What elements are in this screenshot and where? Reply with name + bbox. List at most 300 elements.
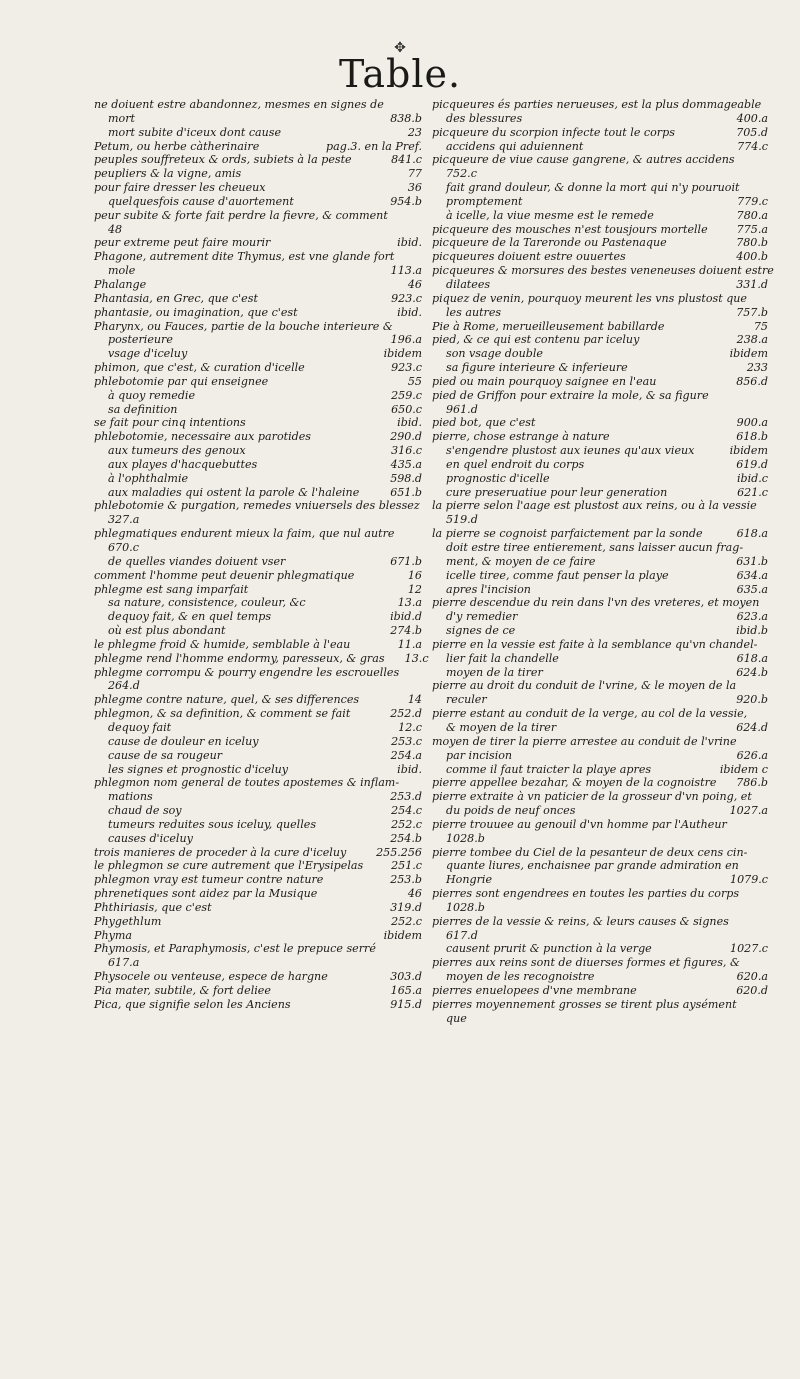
entry-text: Physocele ou venteuse, espece de hargne <box>94 970 328 984</box>
index-entry <box>94 403 422 417</box>
index-entry <box>432 389 768 403</box>
index-entry <box>432 929 768 943</box>
entry-text: pied de Griffon pour extraire la mole, & sa figure <box>432 388 709 402</box>
entry-page-ref: 631.b <box>736 554 768 568</box>
index-entry <box>432 541 768 555</box>
page-title: Table. <box>338 52 462 96</box>
right-column <box>432 98 774 1026</box>
index-entry <box>94 416 422 430</box>
entry-text: à icelle, la viue mesme est le remede <box>446 208 654 222</box>
entry-text: des blessures <box>446 111 523 125</box>
entry-page-ref: 621.c <box>737 485 768 499</box>
entry-text: prognostic d'icelle <box>446 471 550 485</box>
entry-page-ref: 319.d <box>390 900 422 914</box>
entry-text: causes d'iceluy <box>108 831 193 845</box>
entry-page-ref: 1079.c <box>730 873 768 887</box>
index-entry <box>94 679 422 693</box>
entry-text: aux playes d'hacquebuttes <box>108 457 258 471</box>
index-entry <box>432 638 768 652</box>
index-entry <box>94 583 422 597</box>
index-entry <box>432 1012 768 1026</box>
index-entry <box>94 596 422 610</box>
index-entry <box>94 790 422 804</box>
entry-page-ref: 757.b <box>736 305 768 319</box>
entry-page-ref: 856.d <box>736 374 768 388</box>
entry-text: Phantasia, en Grec, que c'est <box>94 291 258 305</box>
left-column <box>94 98 429 1012</box>
entry-text: se fait pour cinq intentions <box>94 416 246 430</box>
entry-page-ref: 618.b <box>736 430 768 444</box>
entry-page-ref: 77 <box>407 167 422 181</box>
index-entry <box>94 832 422 846</box>
entry-page-ref: 251.c <box>391 859 422 873</box>
entry-text: mole <box>108 264 136 278</box>
entry-page-ref: 254.b <box>390 831 422 845</box>
index-entry <box>94 804 422 818</box>
index-entry <box>94 942 422 956</box>
entry-text: pierre descendue du rein dans l'vn des vreteres, et moyen <box>432 596 760 610</box>
index-entry <box>94 499 422 513</box>
entry-text: lier fait la chandelle <box>446 651 559 665</box>
entry-text: posterieure <box>108 333 173 347</box>
entry-text: le phlegme froid & humide, semblable à l'eau <box>94 637 351 651</box>
index-entry <box>94 278 422 292</box>
entry-text: phimon, que c'est, & curation d'icelle <box>94 361 305 375</box>
index-entry <box>432 555 768 569</box>
entry-page-ref: 196.a <box>390 333 422 347</box>
index-entry <box>432 140 768 154</box>
entry-page-ref: ibidem c <box>719 762 768 776</box>
index-entry <box>432 112 768 126</box>
entry-text: fait grand douleur, & donne la mort qui n'y pouruoit <box>446 181 740 195</box>
entry-text: pierre extraite à vn paticier de la grosseur d'vn poing, et <box>432 790 752 804</box>
entry-text: pierre tombee du Ciel de la pesanteur de deux cens cin- <box>432 845 748 859</box>
entry-page-ref: 11.a <box>397 637 422 651</box>
entry-text: chaud de soy <box>108 804 182 818</box>
entry-page-ref: 620.d <box>736 984 768 997</box>
index-entry <box>432 444 768 458</box>
index-entry <box>432 236 768 250</box>
entry-text: pierres aux reins sont de diuerses formes et figures, & <box>432 956 740 970</box>
index-entry <box>432 873 768 887</box>
entry-text: Pia mater, subtile, & fort deliee <box>94 984 271 997</box>
entry-text: 48 <box>108 222 123 236</box>
entry-text: pierres sont engendrees en toutes les parties du corps <box>432 887 740 901</box>
index-entry <box>432 596 768 610</box>
index-entry <box>432 832 768 846</box>
index-entry <box>432 901 768 915</box>
entry-text: à quoy remedie <box>108 388 196 402</box>
index-entry <box>94 749 422 763</box>
index-entry <box>94 651 429 666</box>
index-entry <box>94 361 422 375</box>
entry-page-ref: 400.a <box>736 111 768 125</box>
entry-text: phrenetiques sont aidez par la Musique <box>94 887 318 901</box>
entry-page-ref: 618.a <box>736 527 768 541</box>
entry-text: 670.c <box>108 541 139 554</box>
entry-text: cure preseruatiue pour leur generation <box>446 485 668 499</box>
index-entry <box>94 236 422 250</box>
index-entry <box>432 320 768 334</box>
entry-page-ref: 619.d <box>736 457 768 471</box>
entry-text: pierre au droit du conduit de l'vrine, & le moyen de la <box>432 679 737 693</box>
entry-text: phlegme est sang imparfait <box>94 582 249 596</box>
entry-text: apres l'incision <box>446 582 531 596</box>
entry-text: que <box>446 1011 467 1025</box>
index-entry <box>94 763 422 777</box>
entry-text: en quel endroit du corps <box>446 457 585 471</box>
entry-text: 617.d <box>446 928 478 942</box>
entry-page-ref: 623.a <box>736 610 768 624</box>
entry-text: pierre estant au conduit de la verge, au col de la vessie, <box>432 707 748 721</box>
index-entry <box>94 140 422 154</box>
entry-text: ment, & moyen de ce faire <box>446 554 596 568</box>
index-entry <box>432 126 768 140</box>
entry-text: aux maladies qui ostent la parole & l'haleine <box>108 485 360 499</box>
index-entry <box>432 693 768 707</box>
entry-text: son vsage double <box>446 347 543 361</box>
index-entry <box>432 818 768 832</box>
index-entry <box>432 181 768 195</box>
index-entry <box>432 970 768 984</box>
index-entry <box>94 472 422 486</box>
entry-page-ref: ibid.b <box>736 624 768 638</box>
entry-text: Pharynx, ou Fauces, partie de la bouche interieure & <box>94 319 393 333</box>
entry-page-ref: 624.b <box>736 665 768 679</box>
entry-text: sa definition <box>108 402 178 416</box>
index-entry <box>94 610 422 624</box>
index-entry <box>94 721 422 735</box>
entry-page-ref: 1027.c <box>730 942 768 956</box>
entry-page-ref: 259.c <box>391 388 422 402</box>
entry-page-ref: 252.c <box>391 914 422 928</box>
entry-text: promptement <box>446 194 523 208</box>
entry-page-ref: 253.d <box>390 790 422 804</box>
entry-page-ref: ibid. <box>397 305 422 319</box>
index-entry <box>432 264 774 278</box>
entry-page-ref: 635.a <box>736 582 768 596</box>
entry-page-ref: 233 <box>746 361 768 375</box>
index-entry <box>94 901 422 915</box>
entry-text: s'engendre plustost aux ieunes qu'aux vieux <box>446 444 695 458</box>
entry-page-ref: 253.c <box>391 734 422 748</box>
entry-text: trois manieres de proceder à la cure d'iceluy <box>94 845 347 859</box>
index-entry <box>432 915 768 929</box>
entry-text: peur extreme peut faire mourir <box>94 236 271 250</box>
entry-page-ref: 598.d <box>390 471 422 485</box>
index-entry <box>432 527 768 541</box>
index-entry <box>94 458 422 472</box>
entry-text: cause de sa rougeur <box>108 748 223 762</box>
entry-page-ref: 435.a <box>390 457 422 471</box>
entry-text: Phyma <box>94 928 133 942</box>
index-entry <box>94 389 422 403</box>
entry-text: pierre en la vessie est faite à la semblance qu'vn chandel- <box>432 637 758 651</box>
index-entry <box>432 942 768 956</box>
entry-page-ref: 786.b <box>736 776 768 790</box>
index-entry <box>432 347 768 361</box>
index-entry <box>94 666 422 680</box>
entry-text: piquez de venin, pourquoy meurent les vns plustost que <box>432 291 748 305</box>
entry-text: sa nature, consistence, couleur, &c <box>108 596 306 610</box>
index-entry <box>94 513 422 527</box>
index-entry <box>432 887 768 901</box>
index-entry <box>94 970 422 984</box>
entry-page-ref: 900.a <box>736 416 768 430</box>
index-entry <box>432 804 768 818</box>
index-entry <box>432 361 768 375</box>
index-entry <box>94 195 422 209</box>
entry-text: signes de ce <box>446 624 516 638</box>
entry-page-ref: 75 <box>753 319 768 333</box>
index-entry <box>432 472 768 486</box>
index-entry <box>94 264 422 278</box>
entry-page-ref: 255.256 <box>376 845 422 859</box>
entry-text: 617.a <box>108 956 140 970</box>
index-entry <box>94 126 422 140</box>
index-entry <box>432 486 768 500</box>
index-entry <box>94 347 422 361</box>
entry-text: pied, & ce qui est contenu par iceluy <box>432 333 640 347</box>
entry-page-ref: 920.b <box>736 693 768 707</box>
entry-text: du poids de neuf onces <box>446 804 576 818</box>
index-entry <box>94 638 422 652</box>
index-entry <box>94 333 422 347</box>
entry-text: comment l'homme peut deuenir phlegmatique <box>94 568 355 582</box>
entry-page-ref: 252.c <box>391 817 422 831</box>
entry-page-ref: 252.d <box>390 707 422 721</box>
entry-text: pied bot, que c'est <box>432 416 536 430</box>
entry-text: phlegme rend l'homme endormy, paresseux, & gras <box>94 651 385 665</box>
entry-page-ref: 12.c <box>398 720 422 734</box>
entry-text: peuples souffreteux & ords, subiets à la peste <box>94 153 352 167</box>
index-entry <box>432 721 768 735</box>
index-entry <box>432 859 768 873</box>
entry-page-ref: 290.d <box>390 430 422 444</box>
index-entry <box>432 403 768 417</box>
index-entry <box>432 375 768 389</box>
entry-text: moyen de les recognoistre <box>446 970 595 984</box>
entry-text: peur subite & forte fait perdre la fievre, & comment <box>94 208 388 222</box>
entry-page-ref: ibid.d <box>390 610 422 624</box>
entry-text: aux tumeurs des genoux <box>108 444 246 458</box>
entry-page-ref: 331.d <box>736 277 768 291</box>
entry-page-ref: 618.a <box>736 651 768 665</box>
index-entry <box>94 292 422 306</box>
entry-page-ref: 13.a <box>397 596 422 610</box>
entry-page-ref: 12 <box>407 582 422 596</box>
index-entry <box>94 486 422 500</box>
index-entry <box>432 278 768 292</box>
index-entry <box>432 513 768 527</box>
entry-page-ref: 238.a <box>736 333 768 347</box>
index-entry <box>94 929 422 943</box>
entry-text: à l'ophthalmie <box>108 471 189 485</box>
entry-text: pierre, chose estrange à nature <box>432 430 610 444</box>
entry-text: pierres de la vessie & reins, & leurs causes & signes <box>432 914 729 928</box>
entry-text: mort subite d'iceux dont cause <box>108 125 282 139</box>
entry-page-ref: ibidem <box>383 347 422 361</box>
index-entry <box>432 250 768 264</box>
index-entry <box>94 915 422 929</box>
entry-text: 1028.b <box>446 900 485 914</box>
entry-text: quelquesfois cause d'auortement <box>108 194 294 208</box>
entry-text: Pica, que signifie selon les Anciens <box>94 997 291 1011</box>
entry-page-ref: 626.a <box>736 748 768 762</box>
entry-page-ref: 671.b <box>390 554 422 568</box>
entry-text: picqueure du scorpion infecte tout le corps <box>432 125 675 139</box>
index-entry <box>432 666 768 680</box>
entry-page-ref: 23 <box>407 125 422 139</box>
index-entry <box>432 846 768 860</box>
entry-text: de quelles viandes doiuent vser <box>108 554 286 568</box>
entry-text: Phagone, autrement dite Thymus, est vne glande fort <box>94 250 395 264</box>
entry-page-ref: 624.d <box>736 720 768 734</box>
entry-text: par incision <box>446 748 513 762</box>
index-entry <box>432 153 768 167</box>
entry-text: picqueure de la Tareronde ou Pastenaque <box>432 236 667 250</box>
entry-text: comme il faut traicter la playe apres <box>446 762 652 776</box>
entry-text: pied ou main pourquoy saignee en l'eau <box>432 374 657 388</box>
entry-text: Phthiriasis, que c'est <box>94 900 212 914</box>
index-entry <box>94 735 422 749</box>
entry-text: phlebotomie, necessaire aux parotides <box>94 430 311 444</box>
entry-text: Hongrie <box>446 873 493 887</box>
index-entry <box>94 956 422 970</box>
entry-page-ref: ibidem <box>729 444 768 458</box>
entry-text: Phygethlum <box>94 914 162 928</box>
entry-page-ref: 46 <box>407 277 422 291</box>
entry-text: 752.c <box>446 167 477 181</box>
entry-page-ref: 316.c <box>391 444 422 458</box>
entry-page-ref: ibid.c <box>736 471 768 485</box>
entry-text: Petum, ou herbe càtherinaire <box>94 139 260 153</box>
entry-page-ref: 13.c <box>404 651 429 665</box>
entry-text: reculer <box>446 693 487 707</box>
entry-text: phlegmon vray est tumeur contre nature <box>94 873 324 887</box>
entry-page-ref: 14 <box>407 693 422 707</box>
entry-text: peupliers & la vigne, amis <box>94 167 242 181</box>
index-entry <box>432 749 768 763</box>
entry-page-ref: 705.d <box>736 125 768 139</box>
entry-text: phlebotomie par qui enseignee <box>94 374 269 388</box>
entry-page-ref: 774.c <box>737 139 768 153</box>
entry-text: accidens qui aduiennent <box>446 139 584 153</box>
index-entry <box>94 998 422 1012</box>
index-entry <box>94 569 422 583</box>
index-entry <box>94 375 422 389</box>
entry-page-ref: 254.c <box>391 804 422 818</box>
entry-text: quante liures, enchaisnee par grande admiration en <box>446 859 739 873</box>
index-entry <box>94 153 422 167</box>
index-entry <box>94 98 422 112</box>
index-entry <box>432 292 768 306</box>
entry-text: tumeurs reduites sous iceluy, quelles <box>108 817 317 831</box>
entry-page-ref: 253.b <box>390 873 422 887</box>
index-entry <box>432 998 768 1012</box>
index-entry <box>94 306 422 320</box>
index-entry <box>94 887 422 901</box>
entry-text: picqueures doiuent estre ouuertes <box>432 250 626 264</box>
entry-text: picqueures és parties nerueuses, est la plus dommageable <box>432 98 762 111</box>
entry-text: phlegmon, & sa definition, & comment se fait <box>94 707 351 721</box>
entry-text: pierres enuelopees d'vne membrane <box>432 984 637 997</box>
entry-text: picqueure des mousches n'est tousjours mortelle <box>432 222 708 236</box>
entry-text: phlegme corrompu & pourry engendre les escrouelles <box>94 665 400 679</box>
entry-page-ref: 954.b <box>390 194 422 208</box>
index-entry <box>432 763 768 777</box>
entry-text: pour faire dresser les cheueux <box>94 181 266 195</box>
entry-text: causent prurit & punction à la verge <box>446 942 652 956</box>
entry-text: le phlegmon se cure autrement que l'Erysipelas <box>94 859 364 873</box>
entry-page-ref: ibid. <box>397 236 422 250</box>
entry-text: ne doiuent estre abandonnez, mesmes en signes de <box>94 98 384 111</box>
index-entry <box>432 583 768 597</box>
index-entry <box>94 209 422 223</box>
index-entry <box>94 846 422 860</box>
entry-text: la pierre se cognoist parfaictement par la sonde <box>432 527 703 541</box>
entry-page-ref: 254.a <box>390 748 422 762</box>
index-entry <box>94 707 422 721</box>
index-entry <box>432 956 768 970</box>
entry-text: d'y remedier <box>446 610 518 624</box>
entry-page-ref: 274.b <box>390 624 422 638</box>
index-entry <box>432 98 768 112</box>
entry-text: pierres moyennement grosses se tirent plus aysément <box>432 997 737 1011</box>
entry-text: picqueures & morsures des bestes veneneuses doiuent estre <box>432 264 774 278</box>
index-entry <box>432 790 768 804</box>
index-entry <box>94 818 422 832</box>
index-entry <box>94 624 422 638</box>
entry-text: mations <box>108 790 153 804</box>
entry-text: 264.d <box>108 679 140 693</box>
entry-text: cause de douleur en iceluy <box>108 734 259 748</box>
entry-text: Phalange <box>94 277 147 291</box>
entry-text: dequoy fait <box>108 720 172 734</box>
index-entry <box>94 541 422 555</box>
entry-page-ref: 46 <box>407 887 422 901</box>
index-entry <box>94 112 422 126</box>
index-entry <box>432 195 768 209</box>
entry-page-ref: 841.c <box>391 153 422 167</box>
entry-text: Phymosis, et Paraphymosis, c'est le prepuce serré <box>94 942 376 956</box>
index-entry <box>94 776 422 790</box>
entry-page-ref: 651.b <box>390 485 422 499</box>
index-entry <box>94 167 422 181</box>
index-entry <box>94 250 422 264</box>
entry-page-ref: 16 <box>407 568 422 582</box>
entry-text: 961.d <box>446 402 478 416</box>
entry-page-ref: ibidem <box>729 347 768 361</box>
entry-page-ref: ibid. <box>397 416 422 430</box>
index-entry <box>94 527 422 541</box>
entry-page-ref: 36 <box>407 181 422 195</box>
entry-text: icelle tiree, comme faut penser la playe <box>446 568 669 582</box>
index-entry <box>432 679 768 693</box>
ornament-icon: ✥ <box>394 40 406 56</box>
entry-page-ref: 923.c <box>391 291 422 305</box>
entry-page-ref: 165.a <box>390 984 422 997</box>
index-entry <box>94 430 422 444</box>
entry-text: phlegmatiques endurent mieux la faim, que nul autre <box>94 527 395 541</box>
index-entry <box>432 167 768 181</box>
entry-text: où est plus abondant <box>108 624 226 638</box>
entry-text: phantasie, ou imagination, que c'est <box>94 305 298 319</box>
entry-text: 1028.b <box>446 831 485 845</box>
entry-page-ref: 838.b <box>390 111 422 125</box>
entry-page-ref: ibidem <box>383 928 422 942</box>
entry-text: vsage d'iceluy <box>108 347 188 361</box>
